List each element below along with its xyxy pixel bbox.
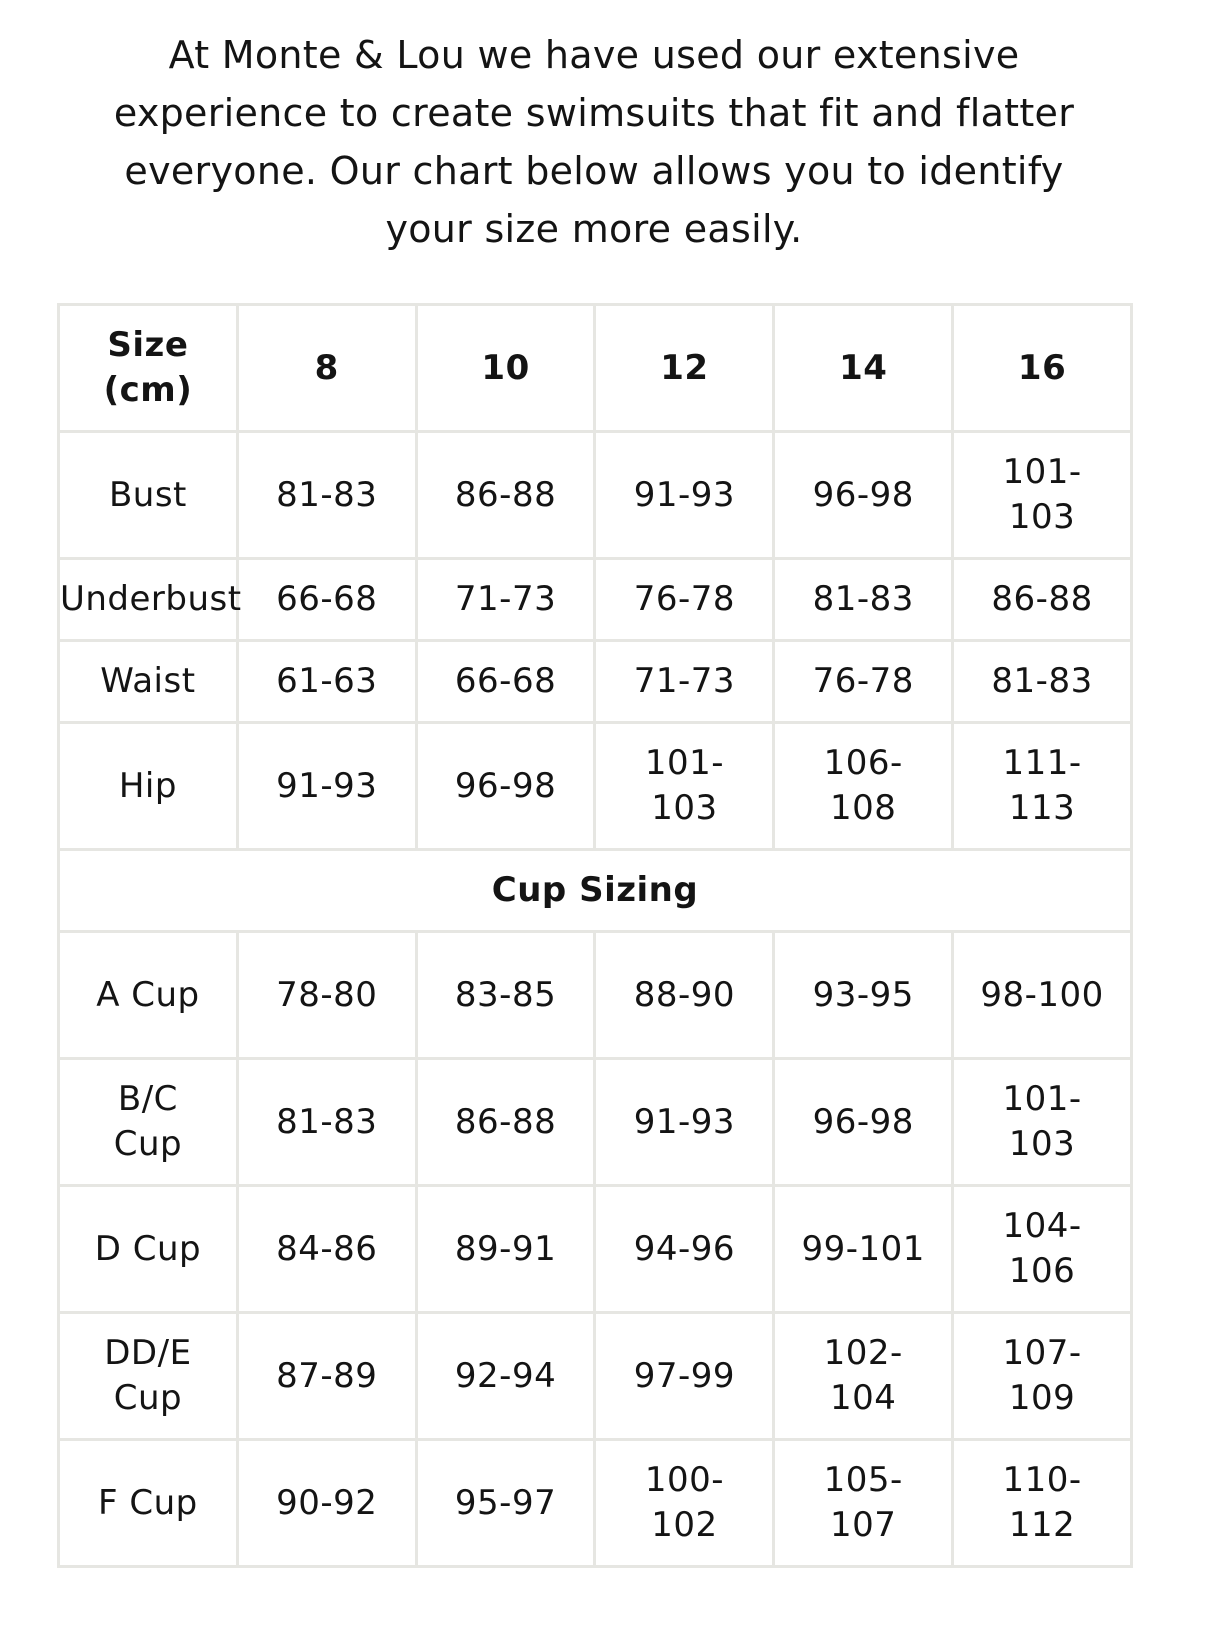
table-cell: 91-93 (595, 1059, 774, 1186)
table-row (59, 723, 1132, 850)
table-cell: 96-98 (416, 723, 595, 850)
table-cell: 110- 112 (953, 1440, 1132, 1567)
table-cell: 86-88 (416, 1059, 595, 1186)
table-cell: 71-73 (595, 641, 774, 723)
header-size-label (59, 305, 238, 432)
table-cell: 61-63 (237, 641, 416, 723)
header-row (59, 305, 1132, 432)
header-size-12: 12 (595, 305, 774, 432)
table-cell: 81-83 (237, 432, 416, 559)
table-cell: 101- 103 (953, 1059, 1132, 1186)
table-cell: 111- 113 (953, 723, 1132, 850)
row-label: F Cup (59, 1440, 238, 1567)
table-row (59, 641, 1132, 723)
table-cell: 83-85 (416, 932, 595, 1059)
table-row (59, 1186, 1132, 1313)
table-cell: 105- 107 (774, 1440, 953, 1567)
row-label: Bust (59, 432, 238, 559)
table-cell: 86-88 (953, 559, 1132, 641)
row-label: Underbust (59, 559, 238, 641)
table-cell: 96-98 (774, 432, 953, 559)
table-row (59, 432, 1132, 559)
table-row (59, 1440, 1132, 1567)
intro-paragraph (40, 26, 1148, 258)
header-size-10: 10 (416, 305, 595, 432)
table-cell: 66-68 (237, 559, 416, 641)
table-cell: 86-88 (416, 432, 595, 559)
intro-line-2: experience to create swimsuits that fit and flatter (113, 91, 1075, 135)
table-cell: 98-100 (953, 932, 1132, 1059)
table-cell: 76-78 (774, 641, 953, 723)
table-cell: 89-91 (416, 1186, 595, 1313)
row-label: B/C Cup (59, 1059, 238, 1186)
table-row (59, 559, 1132, 641)
table-cell: 107- 109 (953, 1313, 1132, 1440)
section-title-cup-sizing: Cup Sizing (59, 850, 1132, 932)
table-cell: 91-93 (237, 723, 416, 850)
header-size-8: 8 (237, 305, 416, 432)
table-cell: 95-97 (416, 1440, 595, 1567)
table-cell: 97-99 (595, 1313, 774, 1440)
row-label: Hip (59, 723, 238, 850)
table-cell: 78-80 (237, 932, 416, 1059)
row-label: DD/E Cup (59, 1313, 238, 1440)
table-cell: 90-92 (237, 1440, 416, 1567)
table-cell: 91-93 (595, 432, 774, 559)
table-cell: 66-68 (416, 641, 595, 723)
table-cell: 88-90 (595, 932, 774, 1059)
intro-line-4: your size more easily. (385, 207, 803, 251)
table-cell: 96-98 (774, 1059, 953, 1186)
table-row (59, 1313, 1132, 1440)
header-size-label-line2: (cm) (103, 370, 193, 410)
table-cell: 71-73 (416, 559, 595, 641)
table-cell: 93-95 (774, 932, 953, 1059)
table-cell: 102- 104 (774, 1313, 953, 1440)
table-cell: 81-83 (774, 559, 953, 641)
table-cell: 104- 106 (953, 1186, 1132, 1313)
intro-line-1: At Monte & Lou we have used our extensive (168, 33, 1020, 77)
table-cell: 87-89 (237, 1313, 416, 1440)
header-size-16: 16 (953, 305, 1132, 432)
table-cell: 92-94 (416, 1313, 595, 1440)
table-row (59, 932, 1132, 1059)
section-row (59, 850, 1132, 932)
size-chart-table (57, 303, 1133, 1568)
table-cell: 81-83 (237, 1059, 416, 1186)
header-size-14: 14 (774, 305, 953, 432)
table-cell: 81-83 (953, 641, 1132, 723)
header-size-label-line1: Size (107, 325, 189, 365)
table-cell: 99-101 (774, 1186, 953, 1313)
table-cell: 76-78 (595, 559, 774, 641)
table-cell: 101- 103 (953, 432, 1132, 559)
row-label: D Cup (59, 1186, 238, 1313)
row-label: A Cup (59, 932, 238, 1059)
table-cell: 100- 102 (595, 1440, 774, 1567)
table-row (59, 1059, 1132, 1186)
table-cell: 84-86 (237, 1186, 416, 1313)
table-cell: 106- 108 (774, 723, 953, 850)
table-cell: 94-96 (595, 1186, 774, 1313)
intro-line-3: everyone. Our chart below allows you to identify (124, 149, 1064, 193)
row-label: Waist (59, 641, 238, 723)
table-cell: 101- 103 (595, 723, 774, 850)
